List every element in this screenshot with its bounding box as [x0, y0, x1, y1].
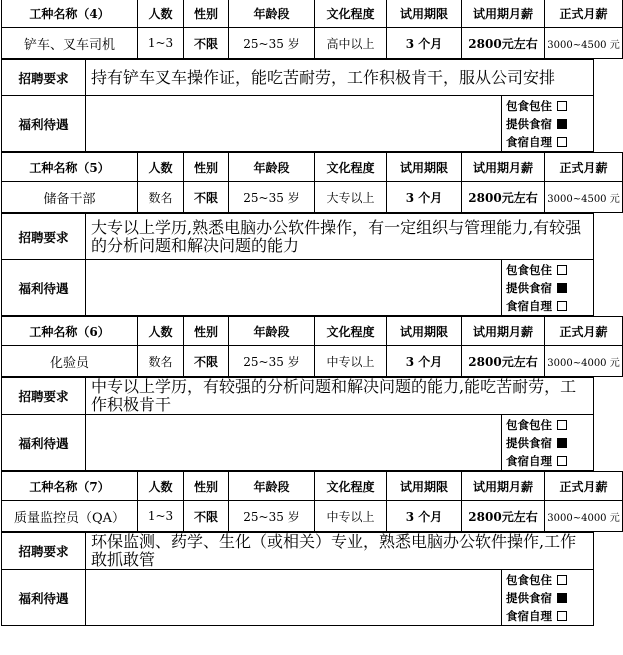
job-value-row [2, 346, 623, 377]
job-count: 数名 [138, 346, 184, 377]
benefit-blank [86, 415, 502, 471]
benefit-option-label: 提供食宿 [506, 435, 552, 450]
benefit-row [2, 570, 594, 626]
job-probation: 3 个月 [387, 346, 462, 377]
probation-header: 试用期限 [387, 153, 462, 182]
job-name: 储备干部 [2, 182, 138, 213]
requirement-row [2, 60, 594, 96]
benefit-blank [86, 260, 502, 316]
job-detail-table [1, 59, 594, 152]
benefit-option-label: 提供食宿 [505, 116, 552, 131]
benefit-option-label: 食宿自理 [506, 298, 552, 313]
job-education: 大专以上 [315, 182, 387, 213]
job-header-row [2, 317, 623, 346]
job-probation-salary: 2800元左右 [462, 501, 545, 532]
job-count: 1~3 [138, 28, 184, 59]
benefit-options [501, 96, 593, 152]
gender-header: 性别 [184, 0, 229, 28]
benefit-blank [86, 96, 502, 152]
benefit-option [502, 416, 593, 434]
requirement-text: 中专以上学历，有较强的分析问题和解决问题的能力,能吃苦耐劳，工作积极肯干 [86, 378, 594, 415]
job-probation: 3 个月 [387, 182, 462, 213]
benefit-row [2, 260, 594, 316]
job-count: 数名 [138, 182, 184, 213]
education-header: 文化程度 [315, 0, 387, 28]
job-detail-table [1, 213, 594, 316]
benefit-option [502, 434, 593, 452]
empty-box-icon [557, 420, 567, 430]
empty-box-icon [557, 301, 567, 311]
gender-header: 性别 [184, 472, 229, 501]
benefit-option-label: 食宿自理 [506, 608, 552, 623]
requirement-row [2, 378, 594, 415]
count-header: 人数 [138, 317, 184, 346]
benefit-option [502, 571, 593, 589]
requirement-label: 招聘要求 [2, 214, 86, 260]
job-block [0, 471, 620, 626]
job-name: 铲车、叉车司机 [2, 28, 138, 59]
benefit-option-label: 包食包住 [506, 262, 552, 277]
job-detail-table [1, 377, 594, 471]
salary-header: 正式月薪 [545, 317, 623, 346]
job-info-table [1, 316, 623, 377]
benefit-option-label: 提供食宿 [506, 590, 552, 605]
job-education: 中专以上 [315, 501, 387, 532]
empty-box-icon [557, 101, 567, 111]
benefit-option [502, 607, 593, 625]
gender-header: 性别 [184, 317, 229, 346]
job-probation: 3 个月 [387, 501, 462, 532]
benefit-label: 福利待遇 [2, 96, 86, 152]
benefit-option [502, 133, 593, 151]
job-detail-table [1, 532, 594, 626]
checked-box-icon [557, 283, 567, 293]
job-salary: 3000~4500 元 [545, 182, 623, 213]
empty-box-icon [557, 611, 567, 621]
benefit-options [502, 570, 594, 626]
empty-box-icon [557, 265, 567, 275]
job-value-row [2, 182, 623, 213]
benefit-option [502, 589, 593, 607]
empty-box-icon [557, 456, 567, 466]
job-header-row [2, 0, 623, 28]
benefit-label: 福利待遇 [2, 570, 86, 626]
requirement-label: 招聘要求 [2, 533, 86, 570]
job-age: 25~35 岁 [229, 501, 315, 532]
probation-salary-header: 试用期月薪 [462, 317, 545, 346]
checked-box-icon [557, 593, 567, 603]
job-count: 1~3 [138, 501, 184, 532]
count-header: 人数 [138, 153, 184, 182]
benefit-option-label: 包食包住 [506, 572, 552, 587]
benefit-option [502, 297, 593, 315]
job-age: 25~35 岁 [229, 182, 315, 213]
job-header-row [2, 153, 623, 182]
job-block [0, 152, 620, 316]
job-probation-salary: 2800元左右 [462, 346, 545, 377]
benefit-option [502, 452, 593, 470]
job-header-row [2, 472, 623, 501]
job-gender: 不限 [184, 182, 229, 213]
gender-header: 性别 [184, 153, 229, 182]
benefit-option [502, 115, 593, 133]
checked-box-icon [557, 438, 567, 448]
salary-header: 正式月薪 [545, 0, 623, 28]
job-block [0, 316, 620, 471]
benefit-label: 福利待遇 [2, 415, 86, 471]
probation-header: 试用期限 [387, 472, 462, 501]
job-name: 化验员 [2, 346, 138, 377]
job-salary: 3000~4000 元 [545, 501, 623, 532]
job-value-row [2, 501, 623, 532]
benefit-options [502, 260, 594, 316]
probation-salary-header: 试用期月薪 [462, 153, 545, 182]
job-name: 质量监控员（QA） [2, 501, 138, 532]
requirement-text: 持有铲车叉车操作证，能吃苦耐劳，工作积极肯干，服从公司安排 [86, 60, 594, 96]
count-header: 人数 [138, 0, 184, 28]
checked-box-icon [557, 119, 567, 129]
benefit-option [502, 279, 593, 297]
job-title-header: 工种名称（6） [2, 317, 138, 346]
job-education: 高中以上 [315, 28, 387, 59]
age-header: 年龄段 [229, 472, 315, 501]
benefit-row [2, 415, 594, 471]
education-header: 文化程度 [315, 317, 387, 346]
job-info-table [1, 0, 623, 59]
job-title-header: 工种名称（5） [2, 153, 138, 182]
count-header: 人数 [138, 472, 184, 501]
job-education: 中专以上 [315, 346, 387, 377]
requirement-text: 大专以上学历,熟悉电脑办公软件操作，有一定组织与管理能力,有较强的分析问题和解决问题的能力 [86, 214, 594, 260]
job-probation-salary: 2800元左右 [462, 182, 545, 213]
benefit-option [502, 97, 593, 115]
job-age: 25~35 岁 [229, 346, 315, 377]
requirement-row [2, 214, 594, 260]
probation-salary-header: 试用期月薪 [462, 472, 545, 501]
requirement-label: 招聘要求 [2, 378, 86, 415]
benefit-option-label: 提供食宿 [506, 280, 552, 295]
job-block [0, 0, 620, 152]
benefit-options [502, 415, 594, 471]
requirement-row [2, 533, 594, 570]
benefit-option-label: 包食包住 [506, 417, 552, 432]
job-salary: 3000~4500 元 [545, 28, 623, 59]
benefit-row [2, 96, 594, 152]
benefit-option-label: 食宿自理 [505, 134, 552, 149]
probation-header: 试用期限 [387, 0, 462, 28]
age-header: 年龄段 [229, 153, 315, 182]
requirement-text: 环保监测、药学、生化（或相关）专业，熟悉电脑办公软件操作,工作敢抓敢管 [86, 533, 594, 570]
benefit-blank [86, 570, 502, 626]
education-header: 文化程度 [315, 472, 387, 501]
benefit-option-label: 食宿自理 [506, 453, 552, 468]
empty-box-icon [557, 575, 567, 585]
job-gender: 不限 [184, 501, 229, 532]
requirement-label: 招聘要求 [2, 60, 86, 96]
education-header: 文化程度 [315, 153, 387, 182]
benefit-option-label: 包食包住 [505, 98, 552, 113]
job-title-header: 工种名称（4） [2, 0, 138, 28]
salary-header: 正式月薪 [545, 472, 623, 501]
salary-header: 正式月薪 [545, 153, 623, 182]
job-value-row [2, 28, 623, 59]
job-salary: 3000~4000 元 [545, 346, 623, 377]
job-probation-salary: 2800元左右 [462, 28, 545, 59]
probation-salary-header: 试用期月薪 [462, 0, 545, 28]
job-gender: 不限 [184, 346, 229, 377]
job-age: 25~35 岁 [229, 28, 315, 59]
empty-box-icon [557, 137, 567, 147]
probation-header: 试用期限 [387, 317, 462, 346]
job-probation: 3 个月 [387, 28, 462, 59]
benefit-option [502, 261, 593, 279]
benefit-label: 福利待遇 [2, 260, 86, 316]
job-info-table [1, 152, 623, 213]
job-info-table [1, 471, 623, 532]
job-title-header: 工种名称（7） [2, 472, 138, 501]
age-header: 年龄段 [229, 317, 315, 346]
job-gender: 不限 [184, 28, 229, 59]
age-header: 年龄段 [229, 0, 315, 28]
